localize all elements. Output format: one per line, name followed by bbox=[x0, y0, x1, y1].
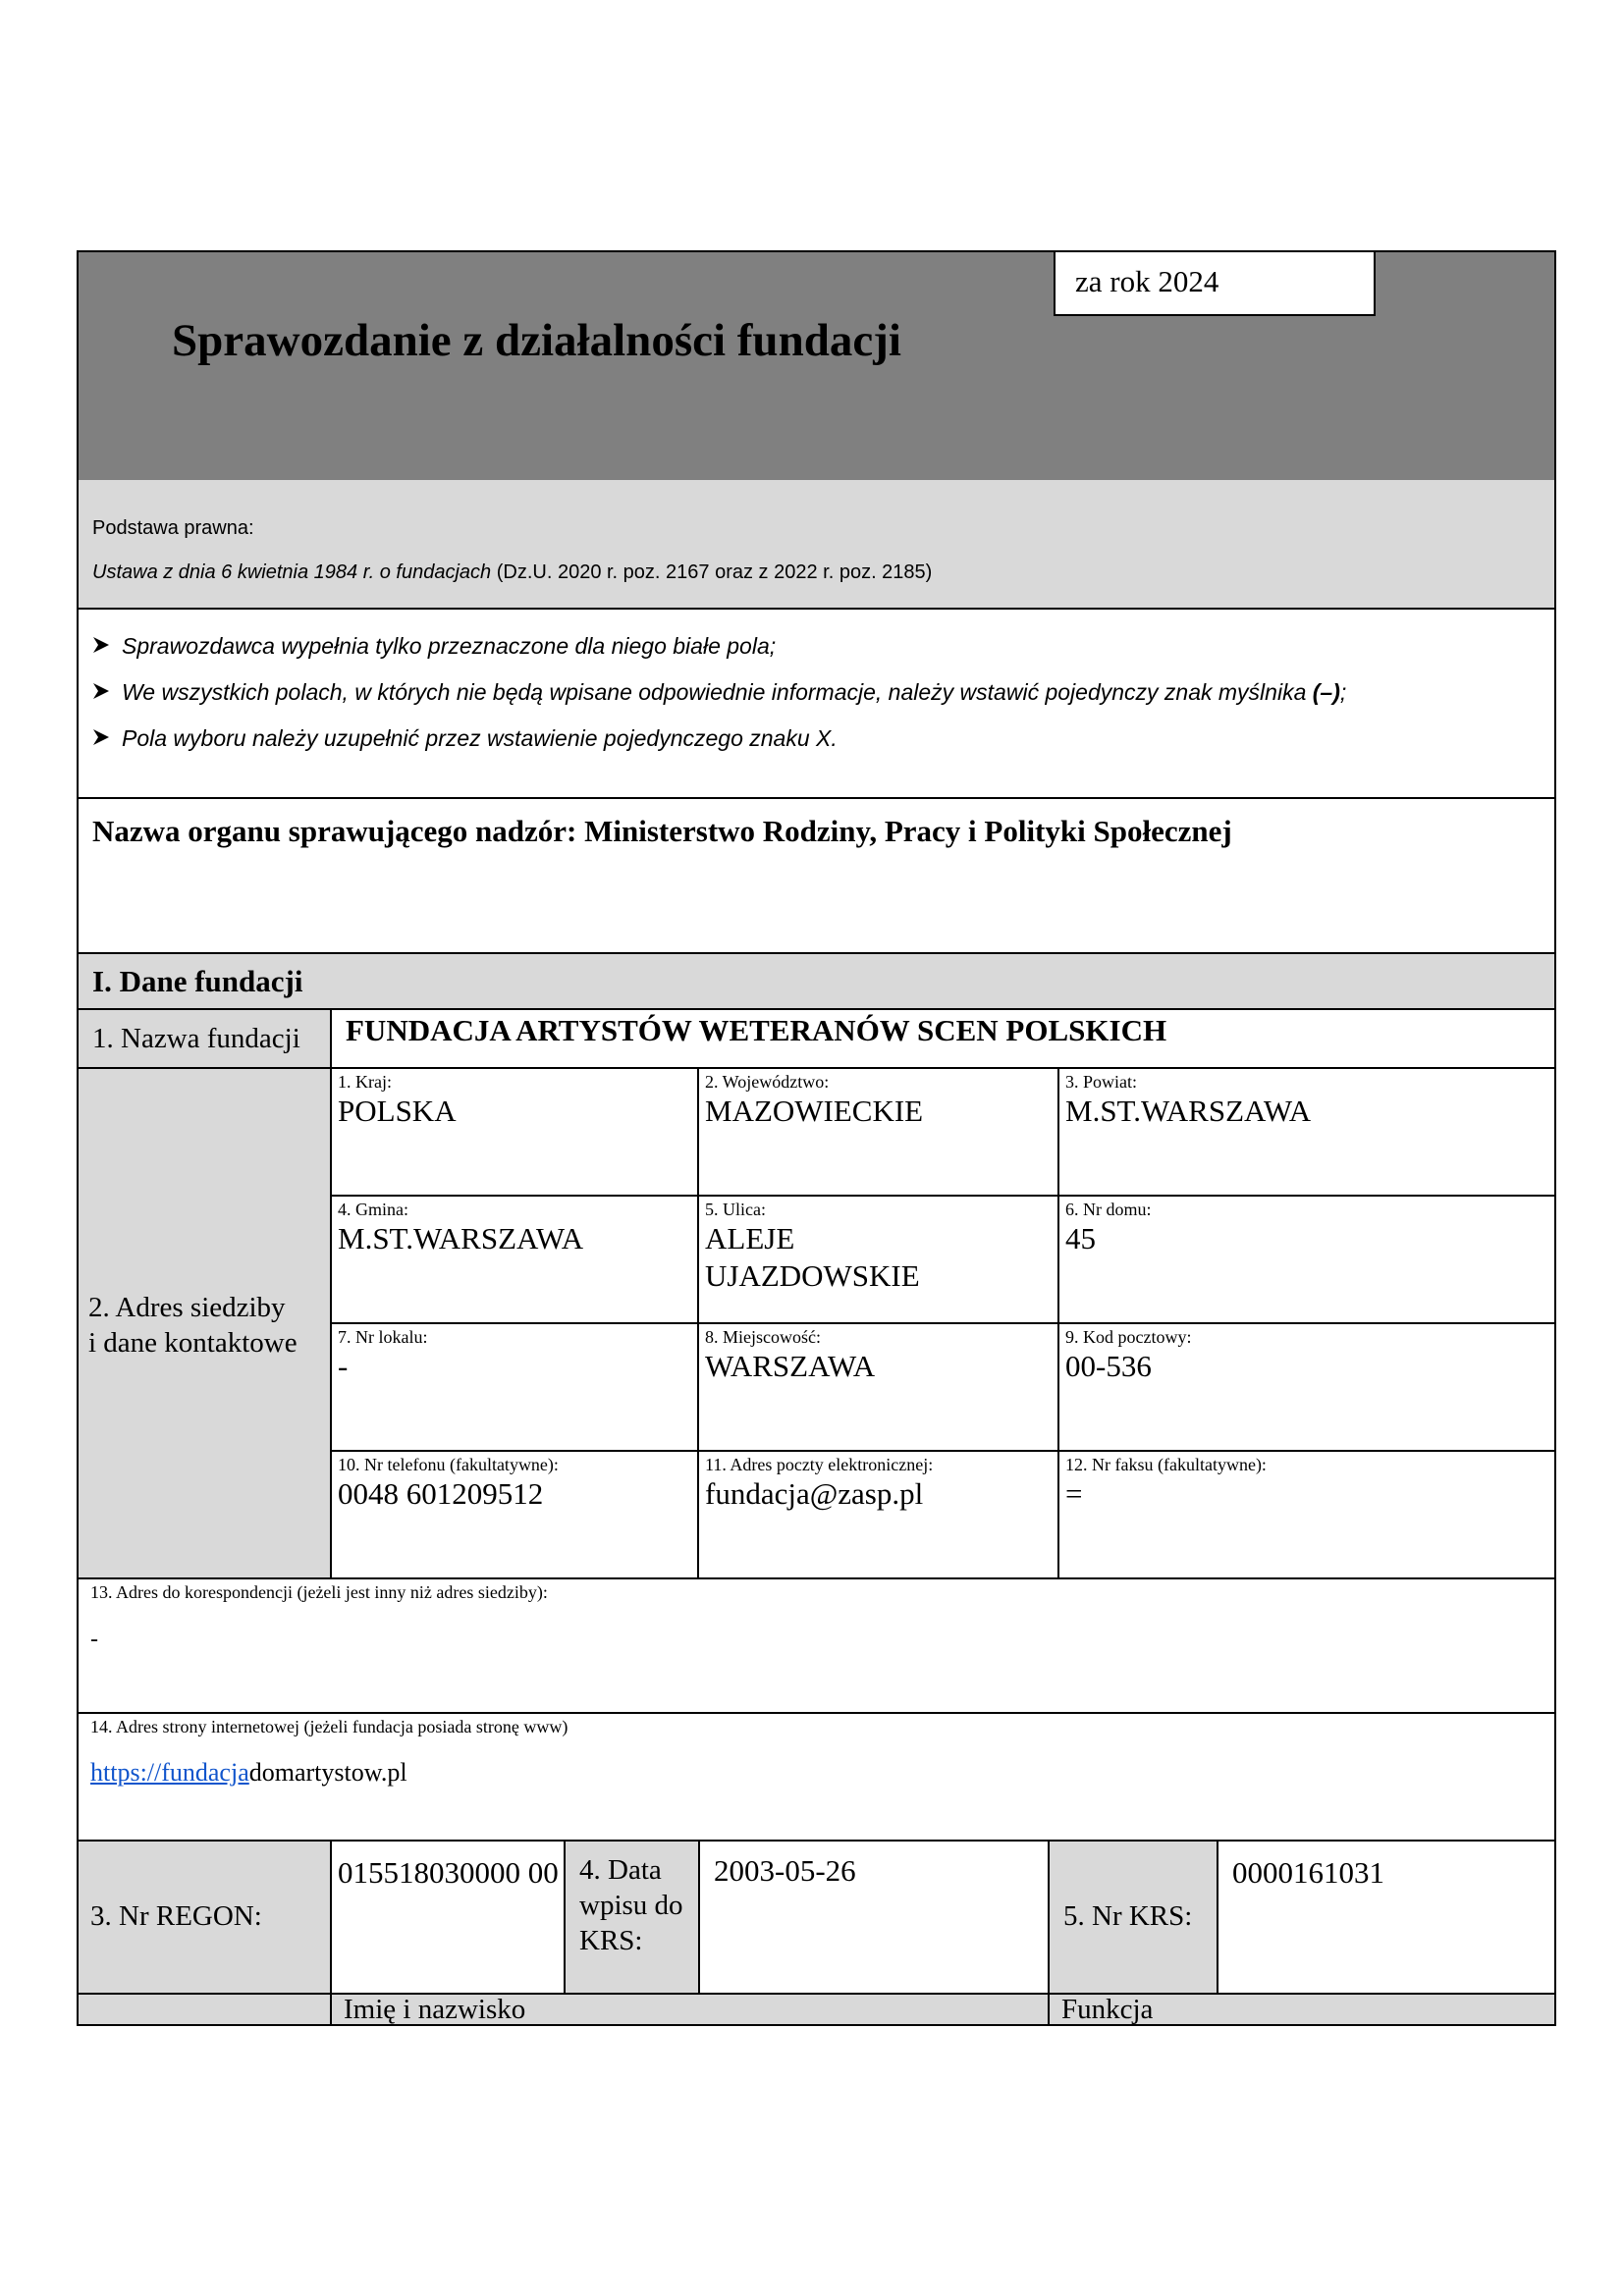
krs-field[interactable] bbox=[1232, 1854, 1546, 1892]
field-city[interactable] bbox=[705, 1326, 1054, 1385]
address-label bbox=[79, 1069, 330, 1577]
field-voivodeship-value: MAZOWIECKIE bbox=[705, 1094, 924, 1128]
field-website[interactable] bbox=[90, 1716, 1543, 1834]
section-1-header bbox=[79, 954, 1554, 1008]
field-street-label: 5. Ulica: bbox=[705, 1200, 766, 1219]
board-header-row bbox=[79, 1995, 1554, 2024]
krs-date-label bbox=[566, 1842, 700, 1993]
field-house-number[interactable] bbox=[1065, 1199, 1546, 1257]
instruction-item bbox=[92, 623, 1545, 669]
legal-act: Ustawa z dnia 6 kwietnia 1984 r. o fundacjach bbox=[92, 561, 492, 583]
field-street-value: ALEJE UJAZDOWSKIE bbox=[705, 1221, 920, 1293]
report-form bbox=[77, 250, 1556, 2026]
year-value: za rok 2024 bbox=[1075, 264, 1219, 298]
supervisor-row bbox=[92, 812, 1232, 851]
legal-act-line bbox=[92, 560, 1554, 585]
field-correspondence-value: - bbox=[90, 1627, 98, 1652]
instruction-text: Sprawozdawca wypełnia tylko przeznaczone dla niego białe pola; bbox=[122, 633, 777, 659]
krs-label bbox=[1050, 1842, 1218, 1993]
field-postal-code[interactable] bbox=[1065, 1326, 1546, 1385]
field-commune-label: 4. Gmina: bbox=[338, 1200, 408, 1219]
field-postal-code-value: 00-536 bbox=[1065, 1349, 1152, 1383]
field-voivodeship-label: 2. Województwo: bbox=[705, 1072, 830, 1092]
arrowhead-bullet-icon bbox=[92, 716, 122, 762]
instruction-item bbox=[92, 669, 1545, 716]
field-fax-value: = bbox=[1065, 1476, 1083, 1511]
website-rest: domartystow.pl bbox=[248, 1758, 407, 1787]
field-website-label: 14. Adres strony internetowej (jeżeli fundacja posiada stronę www) bbox=[90, 1717, 568, 1736]
field-county[interactable] bbox=[1065, 1071, 1546, 1130]
field-email[interactable] bbox=[705, 1454, 1054, 1513]
website-link[interactable]: https://fundacja bbox=[90, 1758, 249, 1787]
field-website-value bbox=[90, 1757, 1543, 1789]
krs-date-label-text: 4. Data wpisu do KRS: bbox=[579, 1854, 683, 1956]
dash-symbol: (–) bbox=[1312, 679, 1340, 705]
field-email-value: fundacja@zasp.pl bbox=[705, 1476, 924, 1511]
regon-label-text: 3. Nr REGON: bbox=[90, 1900, 262, 1932]
field-street[interactable] bbox=[705, 1199, 1000, 1295]
regon-value: 015518030000 00 bbox=[338, 1855, 559, 1890]
foundation-name-value: FUNDACJA ARTYSTÓW WETERANÓW SCEN POLSKICH bbox=[346, 1013, 1167, 1047]
arrowhead-bullet-icon bbox=[92, 623, 122, 669]
field-phone-value: 0048 601209512 bbox=[338, 1476, 544, 1511]
instruction-item bbox=[92, 716, 1545, 762]
field-apartment-label: 7. Nr lokalu: bbox=[338, 1327, 428, 1347]
legal-basis bbox=[79, 480, 1554, 608]
report-title: Sprawozdanie z działalności fundacji bbox=[172, 315, 901, 366]
field-country-value: POLSKA bbox=[338, 1094, 457, 1128]
field-correspondence-label: 13. Adres do korespondencji (jeżeli jest inny niż adres siedziby): bbox=[90, 1582, 548, 1602]
name-column-header: Imię i nazwisko bbox=[344, 1994, 526, 2025]
legal-basis-label: Podstawa prawna: bbox=[92, 517, 254, 539]
field-house-number-value: 45 bbox=[1065, 1221, 1096, 1255]
field-fax-label: 12. Nr faksu (fakultatywne): bbox=[1065, 1455, 1267, 1474]
field-country-label: 1. Kraj: bbox=[338, 1072, 392, 1092]
field-house-number-label: 6. Nr domu: bbox=[1065, 1200, 1152, 1219]
field-phone-label: 10. Nr telefonu (fakultatywne): bbox=[338, 1455, 559, 1474]
field-email-label: 11. Adres poczty elektronicznej: bbox=[705, 1455, 934, 1474]
field-fax[interactable] bbox=[1065, 1454, 1546, 1513]
foundation-name-label-text: 1. Nazwa fundacji bbox=[92, 1023, 300, 1054]
regon-field[interactable] bbox=[338, 1854, 559, 1892]
instruction-text: Pola wyboru należy uzupełnić przez wstawienie pojedynczego znaku X. bbox=[122, 725, 838, 751]
function-column-header: Funkcja bbox=[1061, 1994, 1154, 2025]
supervisor-value[interactable]: Ministerstwo Rodziny, Pracy i Polityki Społecznej bbox=[584, 814, 1232, 848]
krs-label-text: 5. Nr KRS: bbox=[1063, 1900, 1193, 1932]
field-city-value: WARSZAWA bbox=[705, 1349, 876, 1383]
field-commune[interactable] bbox=[338, 1199, 691, 1257]
field-voivodeship[interactable] bbox=[705, 1071, 1054, 1130]
year-field[interactable] bbox=[1054, 250, 1376, 316]
instructions-list bbox=[92, 623, 1545, 762]
foundation-name-field[interactable] bbox=[332, 1010, 1554, 1067]
field-country[interactable] bbox=[338, 1071, 691, 1130]
instruction-end: ; bbox=[1339, 679, 1347, 705]
krs-date-value: 2003-05-26 bbox=[714, 1853, 856, 1888]
field-phone[interactable] bbox=[338, 1454, 691, 1513]
regon-label bbox=[79, 1842, 330, 1993]
field-commune-value: M.ST.WARSZAWA bbox=[338, 1221, 584, 1255]
krs-value: 0000161031 bbox=[1232, 1855, 1384, 1890]
field-apartment[interactable] bbox=[338, 1326, 691, 1385]
field-postal-code-label: 9. Kod pocztowy: bbox=[1065, 1327, 1192, 1347]
foundation-name-label bbox=[79, 1010, 330, 1067]
field-correspondence[interactable] bbox=[90, 1581, 1543, 1709]
address-label-line1: 2. Adres siedziby bbox=[88, 1292, 286, 1323]
instruction-text: We wszystkich polach, w których nie będą wpisane odpowiednie informacje, należy wstawić pojedynczy znak myślnika bbox=[122, 679, 1307, 705]
supervisor-label: Nazwa organu sprawującego nadzór: bbox=[92, 814, 577, 848]
field-county-label: 3. Powiat: bbox=[1065, 1072, 1138, 1092]
section-1-title: I. Dane fundacji bbox=[92, 964, 303, 998]
field-apartment-value: - bbox=[338, 1349, 349, 1383]
address-label-line2: i dane kontaktowe bbox=[88, 1327, 298, 1359]
krs-date-field[interactable] bbox=[714, 1852, 1008, 1890]
arrowhead-bullet-icon bbox=[92, 669, 122, 716]
legal-citation: (Dz.U. 2020 r. poz. 2167 oraz z 2022 r. poz. 2185) bbox=[496, 561, 933, 583]
field-county-value: M.ST.WARSZAWA bbox=[1065, 1094, 1312, 1128]
field-city-label: 8. Miejscowość: bbox=[705, 1327, 821, 1347]
